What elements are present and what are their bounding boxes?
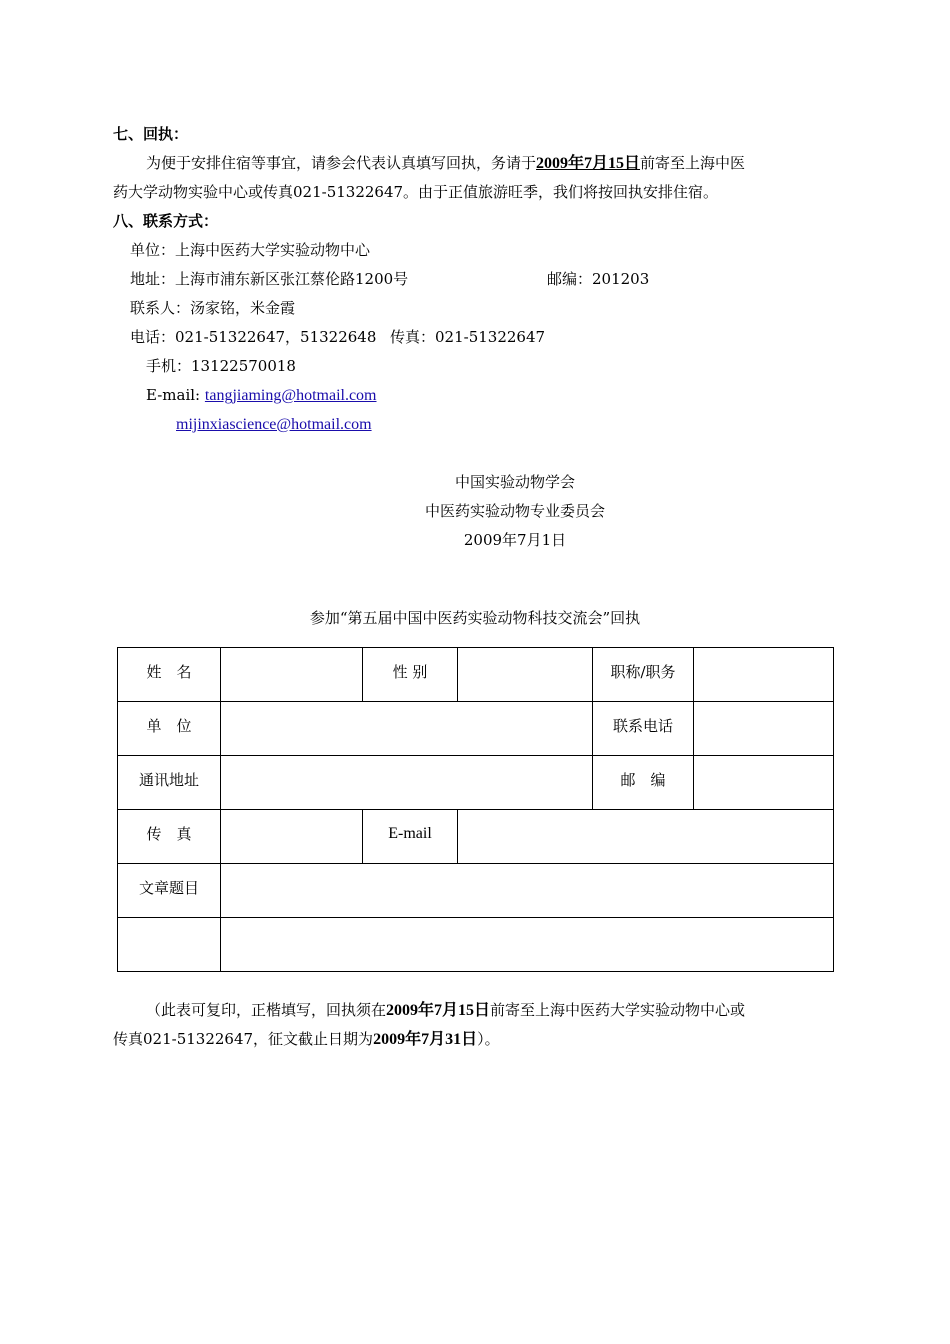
fax-input-cell[interactable]	[221, 810, 363, 864]
contact-postcode: 邮编：201203	[547, 270, 650, 288]
contact-unit: 单位：上海中医药大学实验动物中心	[130, 241, 371, 259]
blank-label-cell	[118, 918, 221, 972]
article-input-cell[interactable]	[221, 864, 834, 918]
section7-text-suffix: 前寄至上海中医	[640, 154, 746, 172]
title-position-label: 职称/职务	[610, 663, 676, 681]
gender-label: 性 别	[392, 663, 428, 681]
form-title: 参加“第五届中国中医药实验动物科技交流会”回执	[309, 609, 641, 627]
contact-persons: 联系人：汤家铭，米金霞	[130, 299, 296, 317]
signature-org2: 中医药实验动物专业委员会	[424, 502, 605, 520]
unit-input-cell[interactable]	[221, 702, 593, 756]
fax-label-cell	[118, 810, 221, 864]
postcode-label: 邮 编	[620, 771, 666, 789]
section7-paragraph-line2: 药大学动物实验中心或传真021-51322647。由于正值旅游旺季，我们将按回执安排住宿。	[113, 183, 719, 201]
gender-label-cell	[363, 648, 458, 702]
note-text-suffix: 前寄至上海中医药大学实验动物中心或	[490, 1001, 746, 1019]
section7-text: 为便于安排住宿等事宜，请参会代表认真填写回执，务请于	[146, 154, 537, 172]
phone-input-cell[interactable]	[694, 702, 834, 756]
reply-deadline: 2009年7月15日	[536, 155, 641, 172]
contact-fax: 传真：021-51322647	[390, 328, 546, 346]
phone-label: 联系电话	[612, 717, 673, 735]
name-label: 姓 名	[146, 663, 192, 681]
table-row	[118, 648, 834, 702]
address-label-cell	[118, 756, 221, 810]
name-input-cell[interactable]	[221, 648, 363, 702]
table-row	[118, 702, 834, 756]
note-deadline-1: 2009年7月15日	[386, 1002, 491, 1019]
postcode-input-cell[interactable]	[694, 756, 834, 810]
signature-date: 2009年7月1日	[463, 531, 567, 549]
contact-email-2	[176, 414, 372, 435]
section7-paragraph-line1	[146, 153, 745, 174]
contact-email	[146, 385, 377, 406]
table-row	[118, 810, 834, 864]
contact-mobile: 手机：13122570018	[146, 357, 296, 375]
table-row	[118, 864, 834, 918]
email-field-label: E-mail	[388, 825, 432, 842]
email-link-1[interactable]: tangjiaming@hotmail.com	[204, 387, 377, 404]
name-label-cell	[118, 648, 221, 702]
title-input-cell[interactable]	[694, 648, 834, 702]
section7-heading: 七、回执：	[113, 125, 189, 143]
fax-label: 传 真	[146, 825, 192, 843]
table-row	[118, 756, 834, 810]
note-text: （此表可复印，正楷填写，回执须在	[146, 1001, 387, 1019]
unit-label-cell	[118, 702, 221, 756]
contact-phone: 电话：021-51322647，51322648	[130, 328, 377, 346]
unit-label: 单 位	[146, 717, 192, 735]
blank-input-cell[interactable]	[221, 918, 834, 972]
note-line1	[146, 1000, 745, 1021]
email-link-2[interactable]: mijinxiascience@hotmail.com	[176, 416, 372, 433]
gender-input-cell[interactable]	[458, 648, 593, 702]
article-label-cell	[118, 864, 221, 918]
postcode-label-cell	[593, 756, 694, 810]
signature-org1: 中国实验动物学会	[454, 473, 575, 491]
email-label: E-mail:	[146, 386, 201, 404]
email-input-cell[interactable]	[458, 810, 834, 864]
reply-form-table	[117, 647, 834, 972]
title-label-cell	[593, 648, 694, 702]
email-label-cell	[363, 810, 458, 864]
note-line2	[113, 1029, 500, 1050]
address-input-cell[interactable]	[221, 756, 593, 810]
article-title-label: 文章题目	[138, 879, 199, 897]
note-text-2: 传真021-51322647，征文截止日期为	[113, 1030, 374, 1048]
note-deadline-2: 2009年7月31日	[373, 1031, 478, 1048]
note-text-2-suffix: ）。	[477, 1030, 500, 1048]
phone-label-cell	[593, 702, 694, 756]
contact-address: 地址：上海市浦东新区张江蔡伦路1200号	[130, 270, 409, 288]
table-row	[118, 918, 834, 972]
address-label: 通讯地址	[138, 771, 199, 789]
section8-heading: 八、联系方式：	[113, 212, 219, 230]
